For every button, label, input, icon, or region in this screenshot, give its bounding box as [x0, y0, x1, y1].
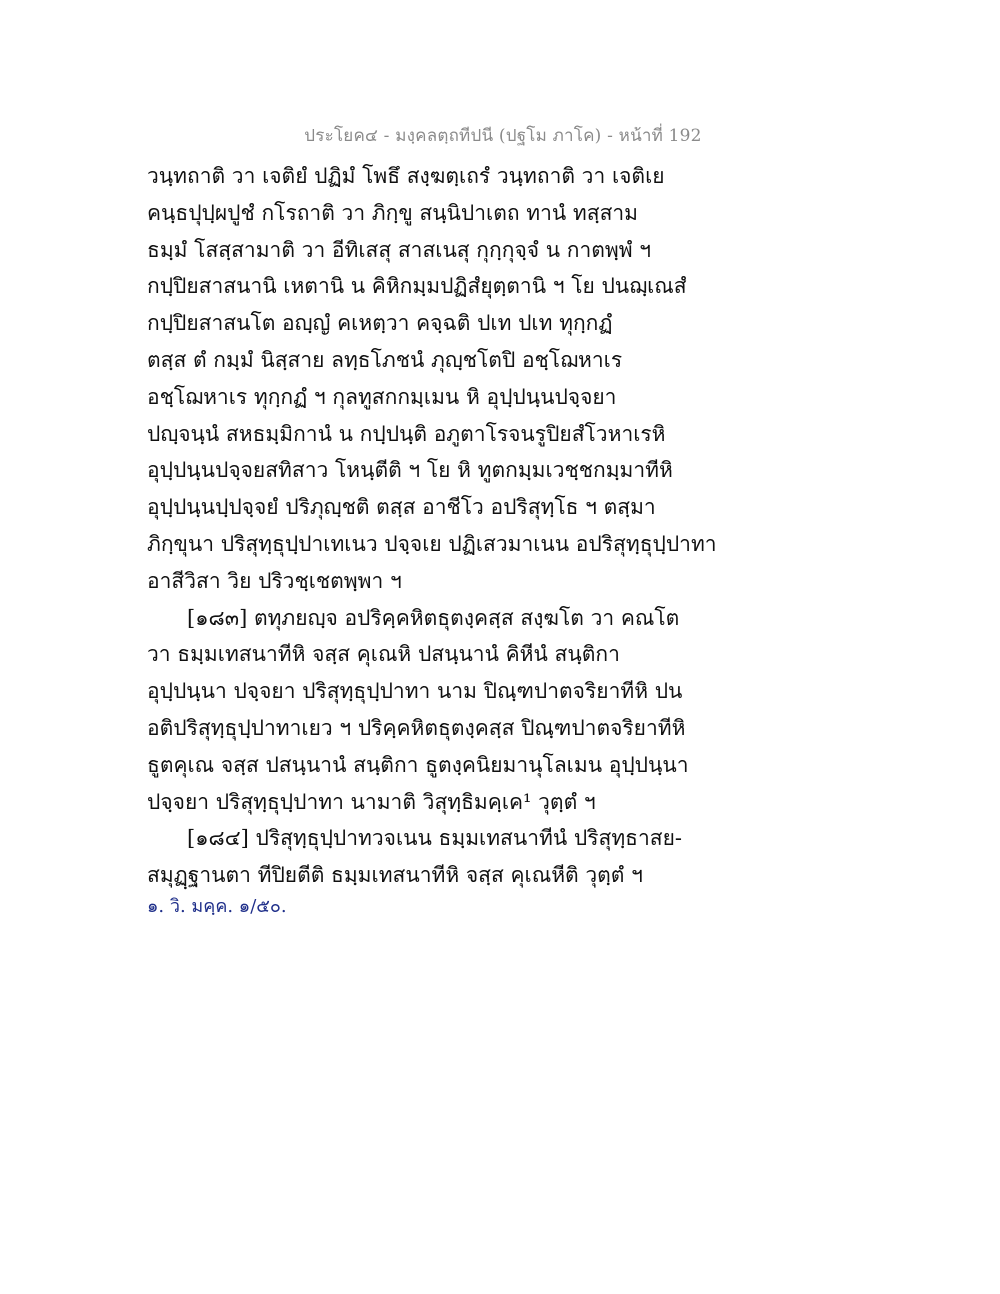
text-line: วา ธมฺมเทสนาทีหิ จสฺส คุเณหิ ปสนฺนานํ คิหีนํ สนฺติกา	[147, 642, 620, 667]
text-line: ปจฺจยา ปริสุทฺธุปฺปาทา นามาติ วิสุทฺธิมคฺเค¹ วุตฺตํ ฯ	[147, 789, 596, 814]
body-text	[147, 158, 857, 920]
footnote: ๑. วิ. มคฺค. ๑/๕๐.	[147, 895, 287, 917]
text-line: คนฺธปุปฺผปูชํ กโรถาติ วา ภิกฺขู สนฺนิปาเตถ ทานํ ทสฺสาม	[147, 200, 639, 225]
text-line: สมุฏฺฐานตา ทีปิยตีติ ธมฺมเทสนาทีหิ จสฺส คุเณหีติ วุตฺตํ ฯ	[147, 863, 643, 888]
text-line: อาสีวิสา วิย ปริวชฺเชตพฺพา ฯ	[147, 568, 402, 593]
paragraph-lines	[147, 158, 857, 894]
text-line: อุปฺปนฺนปจฺจยสทิสาว โหนฺตีติ ฯ โย หิ ทูตกมฺมเวชฺชกมฺมาทีหิ	[147, 458, 673, 483]
text-line: ธูตคุเณ จสฺส ปสนฺนานํ สนฺติกา ธูตงฺคนิยมานุโลเมน อุปฺปนฺนา	[147, 752, 689, 777]
text-line: อชฺโฌหาเร ทุกฺกฏํ ฯ กุลทูสกกมฺเมน หิ อุปฺปนฺนปจฺจยา	[147, 384, 617, 409]
page-header: ประโยค๔ - มงฺคลตฺถทีปนี (ปฐโม ภาโค) - หน้าที่ 192	[304, 126, 702, 146]
text-line: อุปฺปนฺนปฺปจฺจยํ ปริภุญฺชติ ตสฺส อาชีโว อปริสุทฺโธ ฯ ตสฺมา	[147, 495, 656, 520]
text-line: ปญฺจนฺนํ สหธมฺมิกานํ น กปฺปนฺติ อภูตาโรจนรูปิยสํโวหาเรหิ	[147, 421, 666, 446]
text-line: วนฺทถาติ วา เจติยํ ปฏิมํ โพธึ สงฺฆตฺเถรํ วนฺทถาติ วา เจติเย	[147, 164, 665, 188]
text-line: อุปฺปนฺนา ปจฺจยา ปริสุทฺธุปฺปาทา นาม ปิณฺฑปาตจริยาทีหิ ปน	[147, 679, 683, 704]
text-line: อติปริสุทฺธุปฺปาทาเยว ฯ ปริคฺคหิตธุตงฺคสฺส ปิณฺฑปาตจริยาทีหิ	[147, 715, 686, 740]
text-line: [๑๘๓] ตทุภยญฺจ อปริคฺคหิตธุตงฺคสฺส สงฺฆโต วา คณโต	[187, 605, 680, 630]
text-line: ภิกฺขุนา ปริสุทฺธุปฺปาเทเนว ปจฺจเย ปฏิเสวมาเนน อปริสุทฺธุปฺปาทา	[147, 531, 717, 556]
text-line: ธมฺมํ โสสฺสามาติ วา อีทิเสสุ สาสเนสุ กุกฺกุจฺจํ น กาตพฺพํ ฯ	[147, 237, 652, 262]
text-line: กปฺปิยสาสนานิ เหตานิ น คิหิกมฺมปฏิสํยุตฺตานิ ฯ โย ปนฌฺเณสํ	[147, 274, 687, 299]
text-line: ตสฺส ตํ กมฺมํ นิสฺสาย ลทฺธโภชนํ ภุญฺชโตปิ อชฺโฌหาเร	[147, 347, 623, 372]
text-line: [๑๘๔] ปริสุทฺธุปฺปาทวจเนน ธมฺมเทสนาทีนํ ปริสุทฺธาสย-	[187, 826, 682, 851]
text-line: กปฺปิยสาสนโต อญฺญํ คเหตฺวา คจฺฉติ ปเท ปเท ทุกฺกฏํ	[147, 311, 613, 336]
